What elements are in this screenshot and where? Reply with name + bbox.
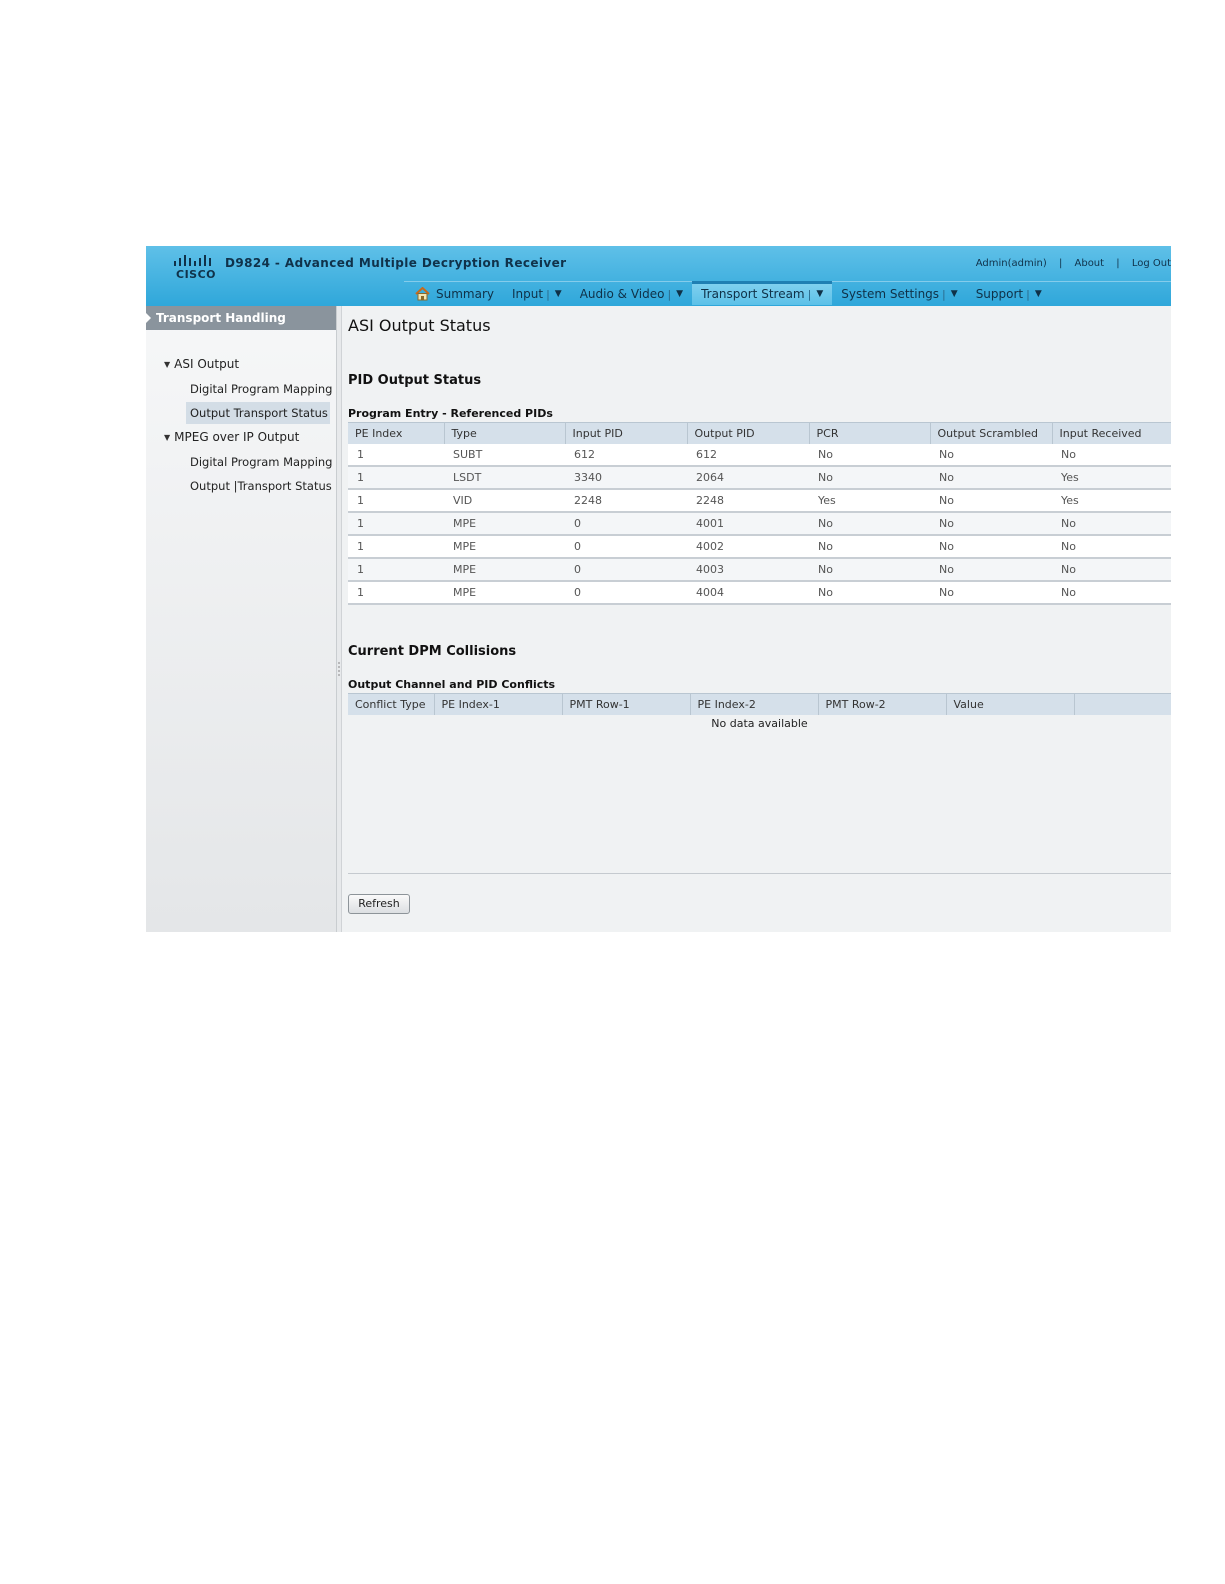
table-cell: 612: [687, 444, 809, 466]
page-title: ASI Output Status: [348, 316, 491, 335]
column-header[interactable]: PE Index: [348, 423, 444, 445]
table-row[interactable]: [348, 581, 1171, 604]
grip-icon: [338, 661, 340, 677]
logo-text: CISCO: [176, 268, 217, 281]
table-cell: Yes: [1052, 489, 1171, 512]
user-label: Admin(admin): [975, 258, 1047, 269]
table-cell: No: [809, 512, 930, 535]
nav-input-label: Input: [512, 287, 544, 301]
table-cell: 1: [348, 512, 444, 535]
pid-table-header: [348, 423, 1171, 445]
tree-group-mpeg-over-ip-output[interactable]: [164, 430, 299, 444]
column-header[interactable]: PE Index-1: [434, 694, 562, 716]
table-cell: No: [1052, 535, 1171, 558]
column-header[interactable]: Value: [946, 694, 1074, 716]
main-nav: [406, 282, 1051, 306]
column-header[interactable]: Input PID: [565, 423, 687, 445]
table-cell: No: [930, 512, 1052, 535]
table-cell: 1: [348, 558, 444, 581]
logout-link[interactable]: Log Out: [1131, 258, 1171, 269]
table-row[interactable]: [348, 444, 1171, 466]
table-cell: SUBT: [444, 444, 565, 466]
table-cell: No: [1052, 444, 1171, 466]
sidebar-item-ip-output-transport-status[interactable]: Output |Transport Status: [190, 479, 332, 493]
nav-audio-video-label: Audio & Video: [579, 287, 665, 301]
nav-pipe: |: [942, 287, 946, 301]
nav-transport-stream[interactable]: [692, 281, 832, 305]
conflict-table: [348, 693, 1171, 715]
chevron-down-icon[interactable]: ▼: [676, 289, 684, 299]
table-cell: 0: [565, 512, 687, 535]
separator: |: [1116, 258, 1120, 269]
sidebar-item-ip-digital-program-mapping[interactable]: Digital Program Mapping: [190, 455, 333, 469]
table-cell: 4003: [687, 558, 809, 581]
table-cell: LSDT: [444, 466, 565, 489]
table-cell: MPE: [444, 535, 565, 558]
table-row[interactable]: [348, 489, 1171, 512]
table-cell: No: [930, 535, 1052, 558]
table-cell: No: [809, 444, 930, 466]
nav-summary[interactable]: [406, 282, 503, 306]
table-cell: VID: [444, 489, 565, 512]
tree-group-label: MPEG over IP Output: [174, 430, 300, 444]
nav-pipe: |: [546, 287, 550, 301]
app-title: D9824 - Advanced Multiple Decryption Receiver: [225, 256, 567, 270]
table-cell: 2248: [565, 489, 687, 512]
nav-system-settings[interactable]: [832, 282, 966, 306]
table-cell: 1: [348, 466, 444, 489]
table-cell: No: [809, 466, 930, 489]
sidebar: [146, 306, 337, 932]
column-header[interactable]: PCR: [809, 423, 930, 445]
conflict-table-title: Output Channel and PID Conflicts: [348, 678, 556, 691]
table-cell: No: [809, 535, 930, 558]
table-cell: 4004: [687, 581, 809, 604]
table-cell: 1: [348, 581, 444, 604]
nav-pipe: |: [667, 287, 672, 301]
table-cell: 0: [565, 535, 687, 558]
divider: [348, 873, 1171, 874]
table-cell: No: [1052, 512, 1171, 535]
separator: |: [1058, 258, 1063, 269]
column-header[interactable]: Input Received: [1052, 423, 1171, 445]
app-window: [146, 246, 1171, 932]
table-cell: No: [930, 558, 1052, 581]
nav-summary-label: Summary: [436, 287, 494, 301]
top-links: [976, 258, 1171, 269]
table-cell: No: [930, 466, 1052, 489]
table-cell: 1: [348, 444, 444, 466]
nav-transport-stream-label: Transport Stream: [701, 287, 805, 301]
column-header[interactable]: PE Index-2: [690, 694, 818, 716]
tree-group-asi-output[interactable]: [164, 357, 239, 371]
nav-pipe: |: [807, 287, 812, 301]
chevron-down-icon[interactable]: ▼: [554, 289, 562, 299]
pid-table-title: Program Entry - Referenced PIDs: [348, 407, 553, 420]
table-cell: 1: [348, 489, 444, 512]
table-cell: No: [930, 489, 1052, 512]
nav-support[interactable]: [967, 282, 1051, 306]
table-cell: No: [1052, 581, 1171, 604]
expanded-arrow-icon[interactable]: ▼: [164, 359, 171, 369]
about-link[interactable]: About: [1074, 258, 1105, 269]
table-row[interactable]: [348, 558, 1171, 581]
tree-group-label: ASI Output: [174, 357, 240, 371]
caret-right-icon: [146, 313, 151, 323]
column-header[interactable]: Output Scrambled: [930, 423, 1052, 445]
table-cell: 0: [565, 581, 687, 604]
table-cell: 4002: [687, 535, 809, 558]
nav-support-label: Support: [975, 287, 1024, 301]
column-header[interactable]: PMT Row-1: [562, 694, 690, 716]
sidebar-title: Transport Handling: [156, 311, 286, 325]
table-row[interactable]: [348, 535, 1171, 558]
table-cell: 3340: [565, 466, 687, 489]
table-row[interactable]: [348, 512, 1171, 535]
column-header-empty: [1074, 694, 1171, 716]
pid-section-title: PID Output Status: [348, 373, 482, 388]
table-cell: 2064: [687, 466, 809, 489]
refresh-button[interactable]: Refresh: [348, 894, 410, 914]
table-cell: 612: [565, 444, 687, 466]
home-icon: [415, 287, 430, 301]
table-cell: 2248: [687, 489, 809, 512]
main-content: [342, 306, 1171, 932]
table-cell: No: [809, 558, 930, 581]
column-header[interactable]: PMT Row-2: [818, 694, 946, 716]
sidebar-item-asi-output-transport-status[interactable]: Output Transport Status: [186, 402, 330, 424]
table-cell: 0: [565, 558, 687, 581]
table-cell: No: [809, 581, 930, 604]
no-data-message: No data available: [711, 717, 808, 730]
chevron-down-icon[interactable]: ▼: [816, 289, 824, 299]
column-header[interactable]: Output PID: [687, 423, 809, 445]
table-cell: Yes: [1052, 466, 1171, 489]
chevron-down-icon[interactable]: ▼: [950, 289, 958, 299]
table-cell: Yes: [809, 489, 930, 512]
pid-table: [348, 422, 1171, 605]
conflict-table-header: [348, 694, 1171, 716]
expanded-arrow-icon[interactable]: ▼: [164, 432, 171, 442]
sidebar-item-asi-digital-program-mapping[interactable]: Digital Program Mapping: [190, 382, 333, 396]
nav-system-settings-label: System Settings: [841, 287, 940, 301]
nav-input[interactable]: [503, 282, 571, 306]
table-cell: No: [930, 444, 1052, 466]
table-row[interactable]: [348, 466, 1171, 489]
table-cell: MPE: [444, 581, 565, 604]
table-cell: No: [930, 581, 1052, 604]
column-header[interactable]: Conflict Type: [348, 694, 434, 716]
sidebar-header[interactable]: [146, 306, 336, 330]
nav-pipe: |: [1026, 287, 1030, 301]
table-cell: No: [1052, 558, 1171, 581]
table-cell: MPE: [444, 558, 565, 581]
table-cell: 1: [348, 535, 444, 558]
nav-audio-video[interactable]: [571, 282, 692, 306]
dpm-section-title: Current DPM Collisions: [348, 644, 517, 659]
chevron-down-icon[interactable]: ▼: [1034, 289, 1042, 299]
header-bar: [146, 246, 1171, 306]
table-cell: MPE: [444, 512, 565, 535]
column-header[interactable]: Type: [444, 423, 565, 445]
table-cell: 4001: [687, 512, 809, 535]
